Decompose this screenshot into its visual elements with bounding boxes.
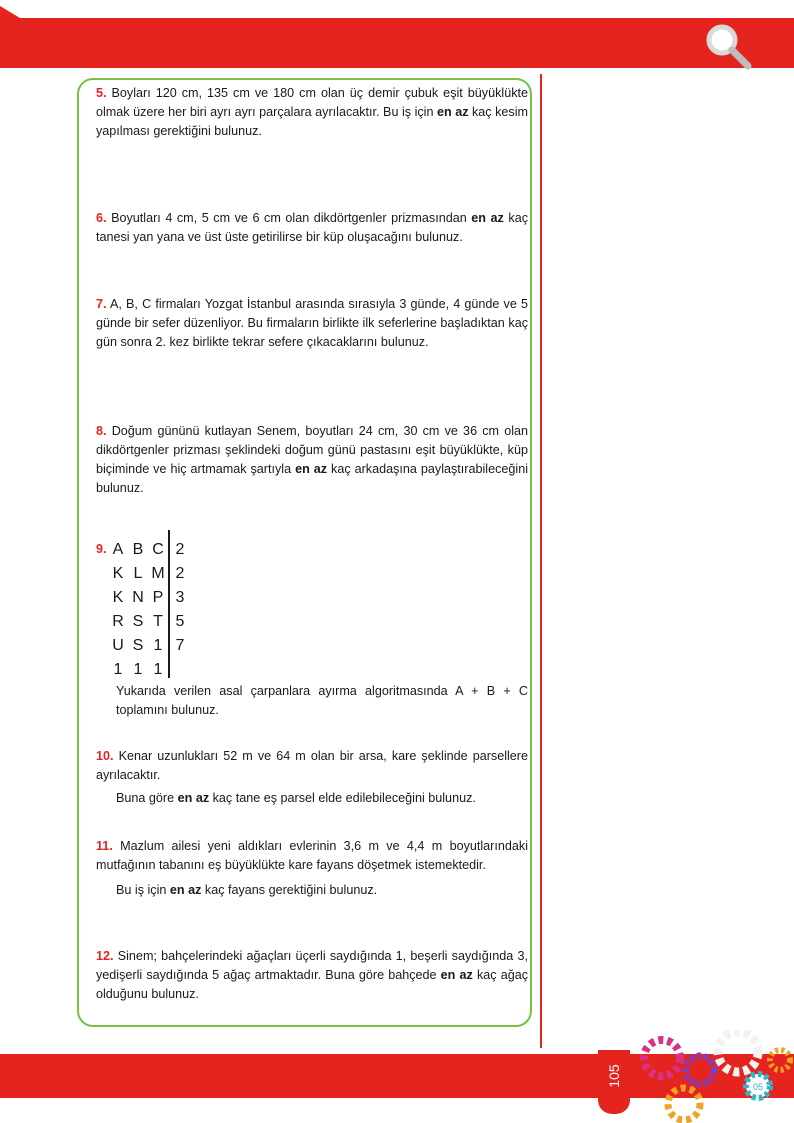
question-10: 10. Kenar uzunlukları 52 m ve 64 m olan bir arsa, kare şeklinde parsellere ayrılacaktır. Buna göre en az kaç tane eş parsel elde edilebileceğini bulunuz. — [96, 749, 529, 805]
header-bar — [0, 18, 794, 68]
alg-divisor: 2 — [175, 565, 185, 582]
alg-divisor: 2 — [175, 541, 185, 558]
alg-cell: S — [132, 637, 144, 654]
question-12: 12. Sinem; bahçelerindeki ağaçları üçerli saydığında 1, beşerli saydığında 3, yedişerli saydığında 5 ağaç artmaktadır. Buna göre bahçede en az kaç ağaç olduğunu bulunuz. — [96, 949, 529, 1001]
gears-decoration-icon — [640, 1030, 794, 1123]
alg-cell: 1 — [113, 661, 123, 678]
question-9-number: 9. — [96, 542, 107, 556]
alg-cell: 1 — [133, 661, 143, 678]
header-arrow-icon — [0, 6, 30, 42]
alg-cell: A — [112, 541, 124, 558]
alg-cell: B — [132, 541, 144, 558]
question-11: 11. Mazlum ailesi yeni aldıkları evlerinin 3,6 m ve 4,4 m boyutlarındaki mutfağının tabanını eş büyüklükte kare fayans döşetmek istemektedir. Bu iş için en az kaç fayans gerektiğini bulunuz. — [96, 839, 528, 897]
alg-cell: U — [112, 637, 124, 654]
page-number: 105 — [606, 1064, 622, 1088]
alg-cell: R — [112, 613, 124, 630]
alg-cell: T — [153, 613, 163, 630]
question-9: Yukarıda verilen asal çarpanlara ayırma algoritmasında A + B + C toplamını bulunuz. — [116, 684, 528, 717]
alg-cell: K — [112, 565, 124, 582]
alg-cell: L — [133, 565, 143, 582]
question-5: 5. Boyları 120 cm, 135 cm ve 180 cm olan üç demir çubuk eşit büyüklükte olmak üzere her biri ayrı ayrı parçalara ayrılacaktır. Bu iş için en az kaç kesim yapılması gerektiğini bulunuz. — [96, 86, 529, 138]
alg-divisor: 5 — [175, 613, 185, 630]
algorithm-divider — [168, 530, 170, 678]
search-icon — [702, 20, 754, 72]
alg-cell: S — [132, 613, 144, 630]
alg-cell: M — [151, 565, 165, 582]
alg-cell: C — [152, 541, 164, 558]
alg-cell: 1 — [153, 661, 163, 678]
alg-cell: N — [132, 589, 144, 606]
question-6: 6. Boyutları 4 cm, 5 cm ve 6 cm olan dikdörtgenler prizmasından en az kaç tanesi yan yana ve üst üste getirilirse bir küp oluşacağını bulunuz. — [96, 211, 528, 244]
question-7: 7. A, B, C firmaları Yozgat İstanbul arasında sırasıyla 3 günde, 4 günde ve 5 günde bir sefer düzenliyor. Bu firmaların birlikte ilk seferlerine başladıktan kaç gün sonra 2. kez birlikte tekrar sefere çıkacaklarını bulunuz. — [96, 297, 528, 349]
question-8: 8. Doğum gününü kutlayan Senem, boyutları 24 cm, 30 cm ve 36 cm olan dikdörtgenler prizması şeklindeki doğum günü pastasını eşit büyüklükte, küp biçiminde ve hiç artmamak şartıyla en az kaç arkadaşına paylaştırabileceğini bulunuz. — [96, 424, 529, 495]
gear-badge: 05 — [752, 1082, 764, 1092]
margin-line — [540, 74, 542, 1048]
alg-divisor: 7 — [175, 637, 185, 654]
alg-divisor: 3 — [175, 589, 185, 606]
alg-cell: P — [152, 589, 164, 606]
alg-cell: K — [112, 589, 124, 606]
alg-cell: 1 — [153, 637, 163, 654]
